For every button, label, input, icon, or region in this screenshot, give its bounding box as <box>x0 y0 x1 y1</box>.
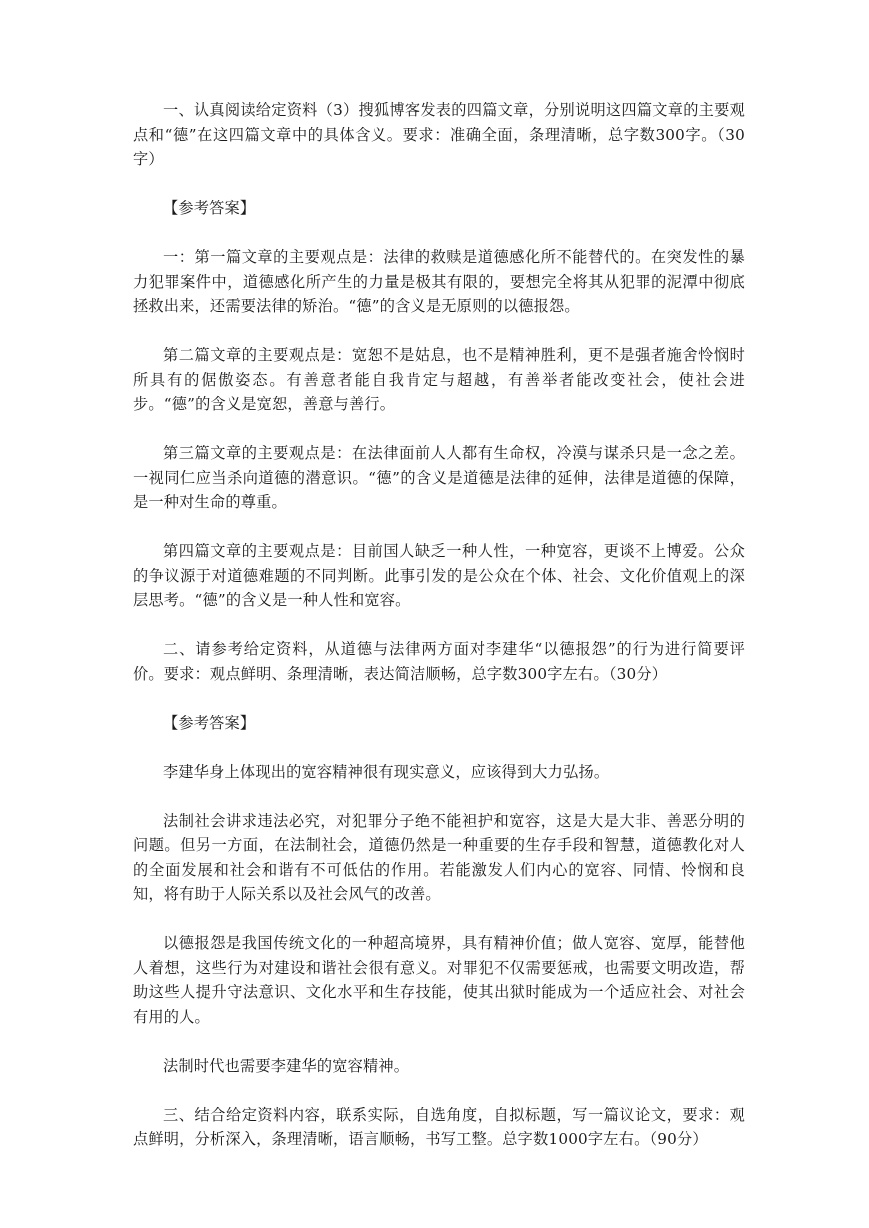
answer-2-conclusion: 法制时代也需要李建华的宽容精神。 <box>163 1056 410 1075</box>
question-3: 三、结合给定资料内容，联系实际，自选角度，自拟标题，写一篇议论文，要求：观点鲜明，分析深入，条理清晰，语言顺畅，书写工整。总字数1000字左右。（90分） <box>133 1105 745 1148</box>
answer-1-article-3: 第三篇文章的主要观点是：在法律面前人人都有生命权，冷漠与谋杀只是一念之差。一视同仁应当杀向道德的潜意识。“德”的含义是道德是法律的延伸，法律是道德的保障，是一种对生命的尊重。 <box>133 444 745 511</box>
answer-2-morality: 以德报怨是我国传统文化的一种超高境界，具有精神价值；做人宽容、宽厚，能替他人着想，这些行为对建设和谐社会很有意义。对罪犯不仅需要惩戒，也需要文明改造，帮助这些人提升守法意识、文化水平和生存技能，使其出狱时能成为一个适应社会、对社会有用的人。 <box>133 934 745 1026</box>
answer-heading-2: 【参考答案】 <box>163 713 256 732</box>
answer-1-article-2: 第二篇文章的主要观点是：宽恕不是姑息，也不是精神胜利，更不是强者施舍怜悯时所具有的倨傲姿态。有善意者能自我肯定与超越，有善举者能改变社会，使社会进步。“德”的含义是宽恕，善意与善行。 <box>133 346 745 413</box>
answer-2-intro: 李建华身上体现出的宽容精神很有现实意义，应该得到大力弘扬。 <box>163 762 610 781</box>
document-body <box>133 98 745 1152</box>
answer-2-law: 法制社会讲求违法必究，对犯罪分子绝不能袒护和宽容，这是大是大非、善恶分明的问题。但另一方面，在法制社会，道德仍然是一种重要的生存手段和智慧，道德教化对人的全面发展和社会和谐有不可低估的作用。若能激发人们内心的宽容、同情、怜悯和良知，将有助于人际关系以及社会风气的改善。 <box>133 811 745 903</box>
answer-1-article-1: 一：第一篇文章的主要观点是：法律的救赎是道德感化所不能替代的。在突发性的暴力犯罪案件中，道德感化所产生的力量是极其有限的，要想完全将其从犯罪的泥潭中彻底拯救出来，还需要法律的矫治。“德”的含义是无原则的以德报怨。 <box>133 248 745 315</box>
answer-heading-1: 【参考答案】 <box>163 199 256 217</box>
question-1: 一、认真阅读给定资料（3）搜狐博客发表的四篇文章，分别说明这四篇文章的主要观点和“德”在这四篇文章中的具体含义。要求：准确全面，条理清晰，总字数300字。（30字） <box>133 101 745 168</box>
answer-1-article-4: 第四篇文章的主要观点是：目前国人缺乏一种人性，一种宽容，更谈不上博爱。公众的争议源于对道德难题的不同判断。此事引发的是公众在个体、社会、文化价值观上的深层思考。“德”的含义是一种人性和宽容。 <box>133 542 745 609</box>
question-2: 二、请参考给定资料，从道德与法律两方面对李建华“以德报怨”的行为进行简要评价。要求：观点鲜明、条理清晰，表达简洁顺畅，总字数300字左右。（30分） <box>133 640 745 683</box>
